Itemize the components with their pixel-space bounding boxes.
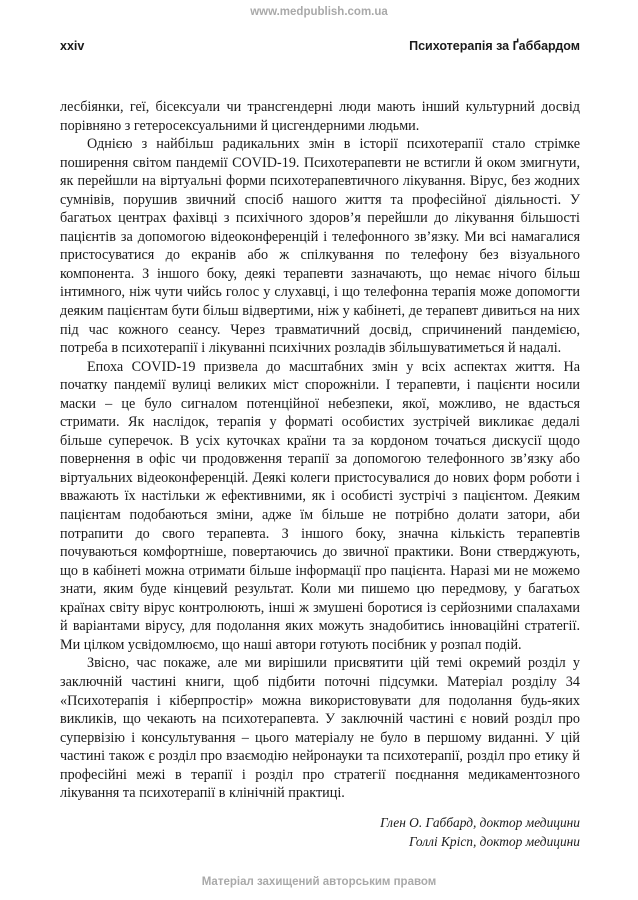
- signature-gabbard: Глен О. Габбард, доктор медицини: [380, 815, 580, 830]
- running-title: Психотерапія за Ґаббардом: [409, 39, 580, 53]
- copyright-notice: Матеріал захищений авторським правом: [201, 876, 437, 888]
- body-text: [60, 98, 580, 803]
- paragraph-covid-era: Епоха COVID-19 призвела до масштабних змін у всіх аспектах життя. На початку пандемії вулиці великих міст спорожніли. І терапевти, і пацієнти носили маски – це було сигналом потенційної небезпеки, якої, можливо, не вдасться стримати. Як наслідок, терапія у форматі особистих зустрічей викликає дедалі більше суперечок. В усіх куточках країни та за кордоном точаться дискусії щодо повернення в офіс чи продовження терапії за допомогою телефонного зв’язку або віртуальних відеоконференцій. Деякі колеги пристосувалися до нових форм роботи і вважають їх настільки ж ефективними, як і особисті зустрічі з пацієнтом. Деяким пацієнтам подобаються зміни, адже їм більше не потрібно долати затори, аби потрапити до свого терапевта. З іншого боку, значна кількість терапевтів почуваються комфортніше, повертаючись до звичної практики. Вони стверджують, що в кабінеті можна отримати більше інформації про пацієнта. Наразі ми не можемо знати, яким буде кінцевий результат. Коли ми пишемо цю передмову, у багатьох країнах світу вірус контролюють, інші ж змушені боротися із серйозними спалахами й варіантами вірусу, для подолання яких можуть знадобитись інноваційні стратегії. Ми цілком усвідомлюємо, що наші автори готують посібник у розпал подій.: [60, 358, 580, 653]
- paragraph-covid-change: Однією з найбільш радикальних змін в історії психотерапії стало стрімке поширення світом пандемії COVID-19. Психотерапевти не встигли й оком змигнути, як перейшли на віртуальні форми психотерапевтичного лікування. Вірус, без жодних сумнівів, порушив звичний спосіб нашого життя та професійної діяльності. У багатьох центрах фахівці з психічного здоров’я перейшли до лікування більшості пацієнтів за допомогою відеоконференцій і телефонного зв’язку. Ми всі намагалися пристосуватися до екранів або ж спілкування по телефону без візуального компонента. З іншого боку, деякі терапевти зазначають, що немає нічого більш інтимного, ніж чути чийсь голос у слухавці, і що телефонна терапія може допомогти деяким пацієнтам бути більш відвертими, ніж у кабінеті, де терапевт дивиться на них під час кожного сеансу. Через травматичний досвід, спричинений пандемією, потреба в психотерапії і лікуванні психічних розладів збільшуватиметься й надалі.: [60, 136, 580, 357]
- paragraph-continuation: лесбіянки, геї, бісексуали чи трансгендерні люди мають інший культурний досвід порівняно з гетеросексуальними й цисгендерними людьми.: [60, 99, 580, 134]
- site-watermark: www.medpublish.com.ua: [250, 6, 388, 18]
- author-signatures: [380, 813, 580, 851]
- signature-crisp: Голлі Крісп, доктор медицини: [409, 834, 580, 849]
- paragraph-book-sections: Звісно, час покаже, але ми вирішили присвятити цій темі окремий розділ у заключній частині книги, щоб підбити поточні підсумки. Матеріал розділу 34 «Психотерапія і кіберпростір» можна використовувати для подолання будь-яких викликів, що чекають на психотерапевта. У заключній частині є новий розділ про супервізію і консультування – цього матеріалу не було в першому виданні. У цій частині також є розділ про взаємодію нейронауки та психотерапії, розділ про етику й професійні межі в терапії і розділ про стратегії поєднання медикаментозного лікування та психотерапії в клінічній практиці.: [60, 655, 580, 802]
- page-number: xxiv: [60, 39, 85, 53]
